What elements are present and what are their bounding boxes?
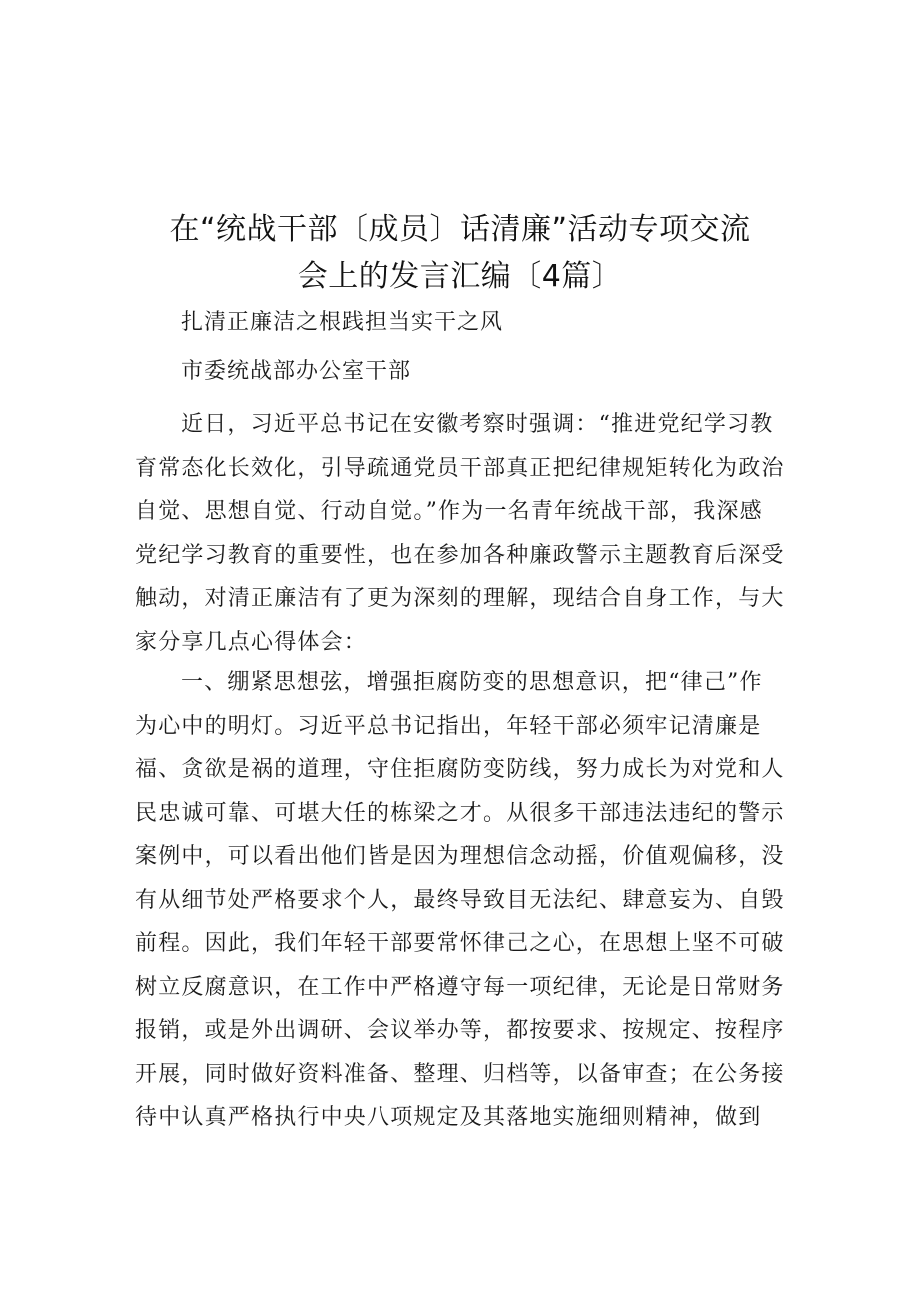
paragraph-line: 触动，对清正廉洁有了更为深刻的理解，现结合自身工作，与大 [135,586,785,611]
speech-author: 市委统战部办公室干部 [181,359,412,384]
paragraph-line: 案例中，可以看出他们皆是因为理想信念动摇，价值观偏移，没 [135,844,785,869]
paragraph-line: 树立反腐意识，在工作中严格遵守每一项纪律，无论是日常财务 [135,974,785,1000]
paragraph-line: 家分享几点心得体会： [135,629,368,655]
paragraph-line: 待中认真严格执行中央八项规定及其落地实施细则精神，做到 [135,1105,762,1130]
title-line-2: 会上的发言汇编〔4篇〕 [297,259,623,294]
paragraph-line: 民忠诚可靠、可堪大任的栋梁之才。从很多干部违法违纪的警示 [135,800,785,826]
speech-subtitle: 扎清正廉洁之根践担当实干之风 [181,310,504,335]
paragraph-line: 前程。因此，我们年轻干部要常怀律己之心，在思想上坚不可破 [135,931,785,956]
paragraph-line: 福、贪欲是祸的道理，守住拒腐防变防线，努力成长为对党和人 [135,757,785,782]
paragraph-line: 开展，同时做好资料准备、整理、归档等，以备审查；在公务接 [135,1061,785,1087]
paragraph-line: 一、绷紧思想弦，增强拒腐防变的思想意识，把“律己”作 [181,670,763,695]
paragraph-line: 育常态化长效化，引导疏通党员干部真正把纪律规矩转化为政治 [135,455,785,481]
paragraph-line: 党纪学习教育的重要性，也在参加各种廉政警示主题教育后深受 [135,542,785,568]
title-line-1: 在“统战干部〔成员〕话清廉”活动专项交流 [169,212,751,247]
paragraph-line: 为心中的明灯。习近平总书记指出，年轻干部必须牢记清廉是 [135,713,762,739]
paragraph-line: 报销，或是外出调研、会议举办等，都按要求、按规定、按程序 [135,1018,785,1043]
paragraph-intro [135,403,787,664]
paragraph-section-one [135,661,787,1140]
document-title [120,206,800,300]
paragraph-line: 近日，习近平总书记在安徽考察时强调：“推进党纪学习教 [181,412,774,437]
paragraph-line: 自觉、思想自觉、行动自觉。”作为一名青年统战干部，我深感 [135,499,763,524]
paragraph-line: 有从细节处严格要求个人，最终导致目无法纪、肆意妄为、自毁 [135,887,785,913]
